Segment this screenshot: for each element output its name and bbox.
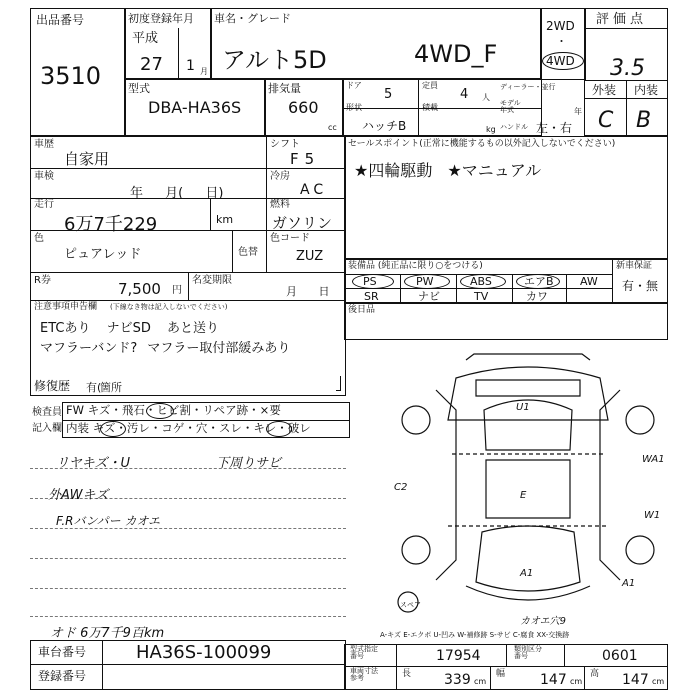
shape: ハッチB: [362, 119, 407, 133]
shift-label: シフト: [270, 139, 300, 150]
capacity-label: 定員: [422, 81, 438, 90]
chassis-label: 車台番号: [38, 645, 87, 659]
reg-month-unit: 月: [200, 67, 208, 76]
ac-label: 冷房: [270, 171, 290, 182]
sales-text: ★四輪駆動 ★マニュアル: [354, 161, 542, 180]
load-label: 積載: [422, 103, 438, 112]
color: ピュアレッド: [64, 247, 142, 262]
recycle-label: R券: [34, 275, 51, 286]
memo-line1: リヤキズ・U: [56, 456, 130, 471]
handle-label: ハンドル: [500, 123, 528, 131]
diagram-mark-w1: W1: [644, 510, 661, 521]
height-label: 高: [590, 669, 600, 679]
memo-line2: 外AWキズ: [48, 488, 109, 503]
inspector-label2: 記入欄: [32, 423, 62, 434]
interior-label: 内装: [634, 83, 659, 97]
notes-line2: マフラーバンド? マフラー取付部緩みあり: [40, 341, 291, 356]
year-unit: 年: [574, 107, 582, 116]
height: 147: [622, 672, 649, 688]
mark-circle-3: [266, 421, 292, 437]
inspection: 年 月( 日): [130, 186, 224, 201]
reg-label: 初度登録年月: [128, 12, 194, 25]
recycle: 7,500: [118, 280, 161, 298]
era: 平成: [132, 31, 159, 46]
spare-label: スペア: [400, 601, 421, 609]
length-unit: cm: [474, 677, 487, 686]
capacity: 4: [460, 87, 469, 102]
drive-4wd: 4WD: [546, 54, 575, 68]
category: 0601: [602, 648, 638, 664]
capacity-unit: 人: [482, 93, 490, 102]
height-unit: cm: [652, 677, 665, 686]
dims-label: 車両寸法 参考: [350, 667, 378, 682]
equip-leather: カワ: [526, 290, 548, 303]
diagram-mark-e: E: [520, 490, 527, 501]
inspection-label: 車検: [34, 171, 54, 182]
sales-label: セールスポイント(正常に機能するもの以外記入しないでください): [348, 139, 616, 149]
type-cert: 17954: [436, 648, 481, 664]
length-label: 長: [402, 669, 412, 679]
diagram-mark-a1-right: A1: [622, 578, 636, 589]
history-label: 車歴: [34, 139, 54, 150]
shape-label: 形状: [346, 103, 362, 112]
car-diagram: [396, 350, 676, 620]
history: 自家用: [64, 150, 110, 168]
length: 339: [444, 672, 471, 688]
exterior-grade: C: [598, 108, 614, 133]
mark-circle-1: [146, 403, 174, 419]
model-year-label: モデル 年式: [500, 99, 521, 114]
interior-items: 内装 キズ・汚レ・コゲ・穴・スレ・キレ・破レ: [66, 421, 311, 435]
lot-label: 出品番号: [36, 13, 85, 27]
warranty: 有・無: [622, 279, 659, 293]
repair-value: 有(: [86, 381, 102, 394]
sales-box: [344, 136, 668, 260]
equip-tv: TV: [474, 290, 489, 303]
handle: 左・右: [536, 121, 573, 135]
equip-ps: PS: [363, 275, 377, 288]
left-column: [30, 136, 346, 396]
fuel: ガソリン: [272, 214, 333, 232]
equip-abs: ABS: [470, 275, 492, 288]
diagram-mark-c2: C2: [394, 482, 408, 493]
color-label: 色: [34, 233, 44, 244]
diagram-mark-u1: U1: [516, 402, 530, 413]
mark-circle-2: [100, 421, 126, 437]
disp-label: 排気量: [268, 82, 301, 95]
lot-number: 3510: [40, 62, 102, 90]
repair-label: 修復歴: [34, 379, 71, 393]
equip-pw: PW: [416, 275, 434, 288]
grade: 4WD_F: [414, 40, 498, 68]
doors: 5: [384, 87, 393, 102]
door-label: ドア: [346, 81, 362, 90]
memo-line4: 下周りサビ: [216, 456, 282, 471]
width-label: 幅: [496, 669, 506, 679]
category-label: 類別区分 番号: [514, 645, 542, 660]
width-unit: cm: [570, 677, 583, 686]
memo-line3: F.Rバンパー カオエ: [56, 514, 161, 528]
type-cert-label: 型式指定 番号: [350, 645, 378, 660]
chassis: HA36S-100099: [136, 642, 272, 663]
repair-unit: 箇所: [100, 381, 122, 394]
fuel-label: 燃料: [270, 199, 290, 210]
new-warranty-label: 新車保証: [616, 261, 653, 271]
dealer-label: ディーラー・並行: [500, 83, 556, 91]
diagram-bottom-note: カオエ穴9: [520, 616, 566, 627]
reg-year: 27: [140, 54, 163, 75]
displacement: 660: [288, 98, 319, 117]
ac: AC: [300, 182, 328, 198]
car-name: アルト5D: [222, 46, 327, 74]
title-change: 月 日: [286, 285, 330, 298]
exterior-items: FW キズ・飛石・ヒビ割・リペア跡・×要: [66, 403, 281, 417]
model-label: 型式: [128, 82, 150, 95]
diagram-mark-a1-rear: A1: [520, 568, 534, 579]
eval-label: 評価点: [596, 12, 648, 27]
load-unit: kg: [486, 125, 496, 134]
interior-grade: B: [636, 108, 652, 133]
eval-score: 3.5: [610, 56, 645, 81]
after-label: 後日品: [348, 305, 376, 315]
title-change-label: 名変期限: [192, 275, 232, 286]
equipment-label: 装備品 (純正品に限り○をつける): [348, 261, 483, 271]
reg-no-label: 登録番号: [38, 669, 87, 683]
notes-sublabel: (下線なき物は記入しないでください): [110, 303, 228, 311]
width: 147: [540, 672, 567, 688]
equip-aw: AW: [580, 275, 598, 288]
notes-line1: ETCあり ナビSD あと送り: [40, 321, 219, 336]
equip-sr: SR: [364, 290, 379, 303]
inspector-label1: 検査員: [32, 407, 62, 418]
after-box: [344, 302, 668, 340]
mileage: 6万7千229: [64, 214, 158, 235]
drive-dot: ・: [556, 35, 567, 48]
reg-month: 1: [186, 58, 195, 74]
diagram-mark-wa1: WA1: [642, 454, 665, 465]
repair-close-bracket: [336, 376, 341, 391]
shift: F5: [290, 150, 321, 168]
equip-navi: ナビ: [418, 290, 440, 303]
recycle-unit: 円: [172, 285, 182, 296]
diagram-legend: A-キズ E-エクボ U-凹み W-補修跡 S-サビ C-腐食 XX-交換跡: [380, 631, 570, 639]
drive-2wd: 2WD: [546, 19, 575, 33]
name-label: 車名・グレード: [214, 12, 291, 25]
km-unit: km: [216, 213, 234, 226]
model: DBA-HA36S: [148, 98, 242, 117]
mileage-label: 走行: [34, 199, 54, 210]
equip-airbag: エアB: [524, 275, 554, 288]
exterior-label: 外装: [592, 83, 617, 97]
disp-unit: cc: [328, 123, 337, 132]
memo-line5: オド 6万7千9百km: [50, 626, 165, 641]
color-code-label: 色コード: [270, 233, 310, 244]
repaint-label: 色替: [238, 247, 258, 258]
notes-label: 注意事項申告欄: [34, 302, 98, 312]
color-code: ZUZ: [296, 249, 324, 264]
